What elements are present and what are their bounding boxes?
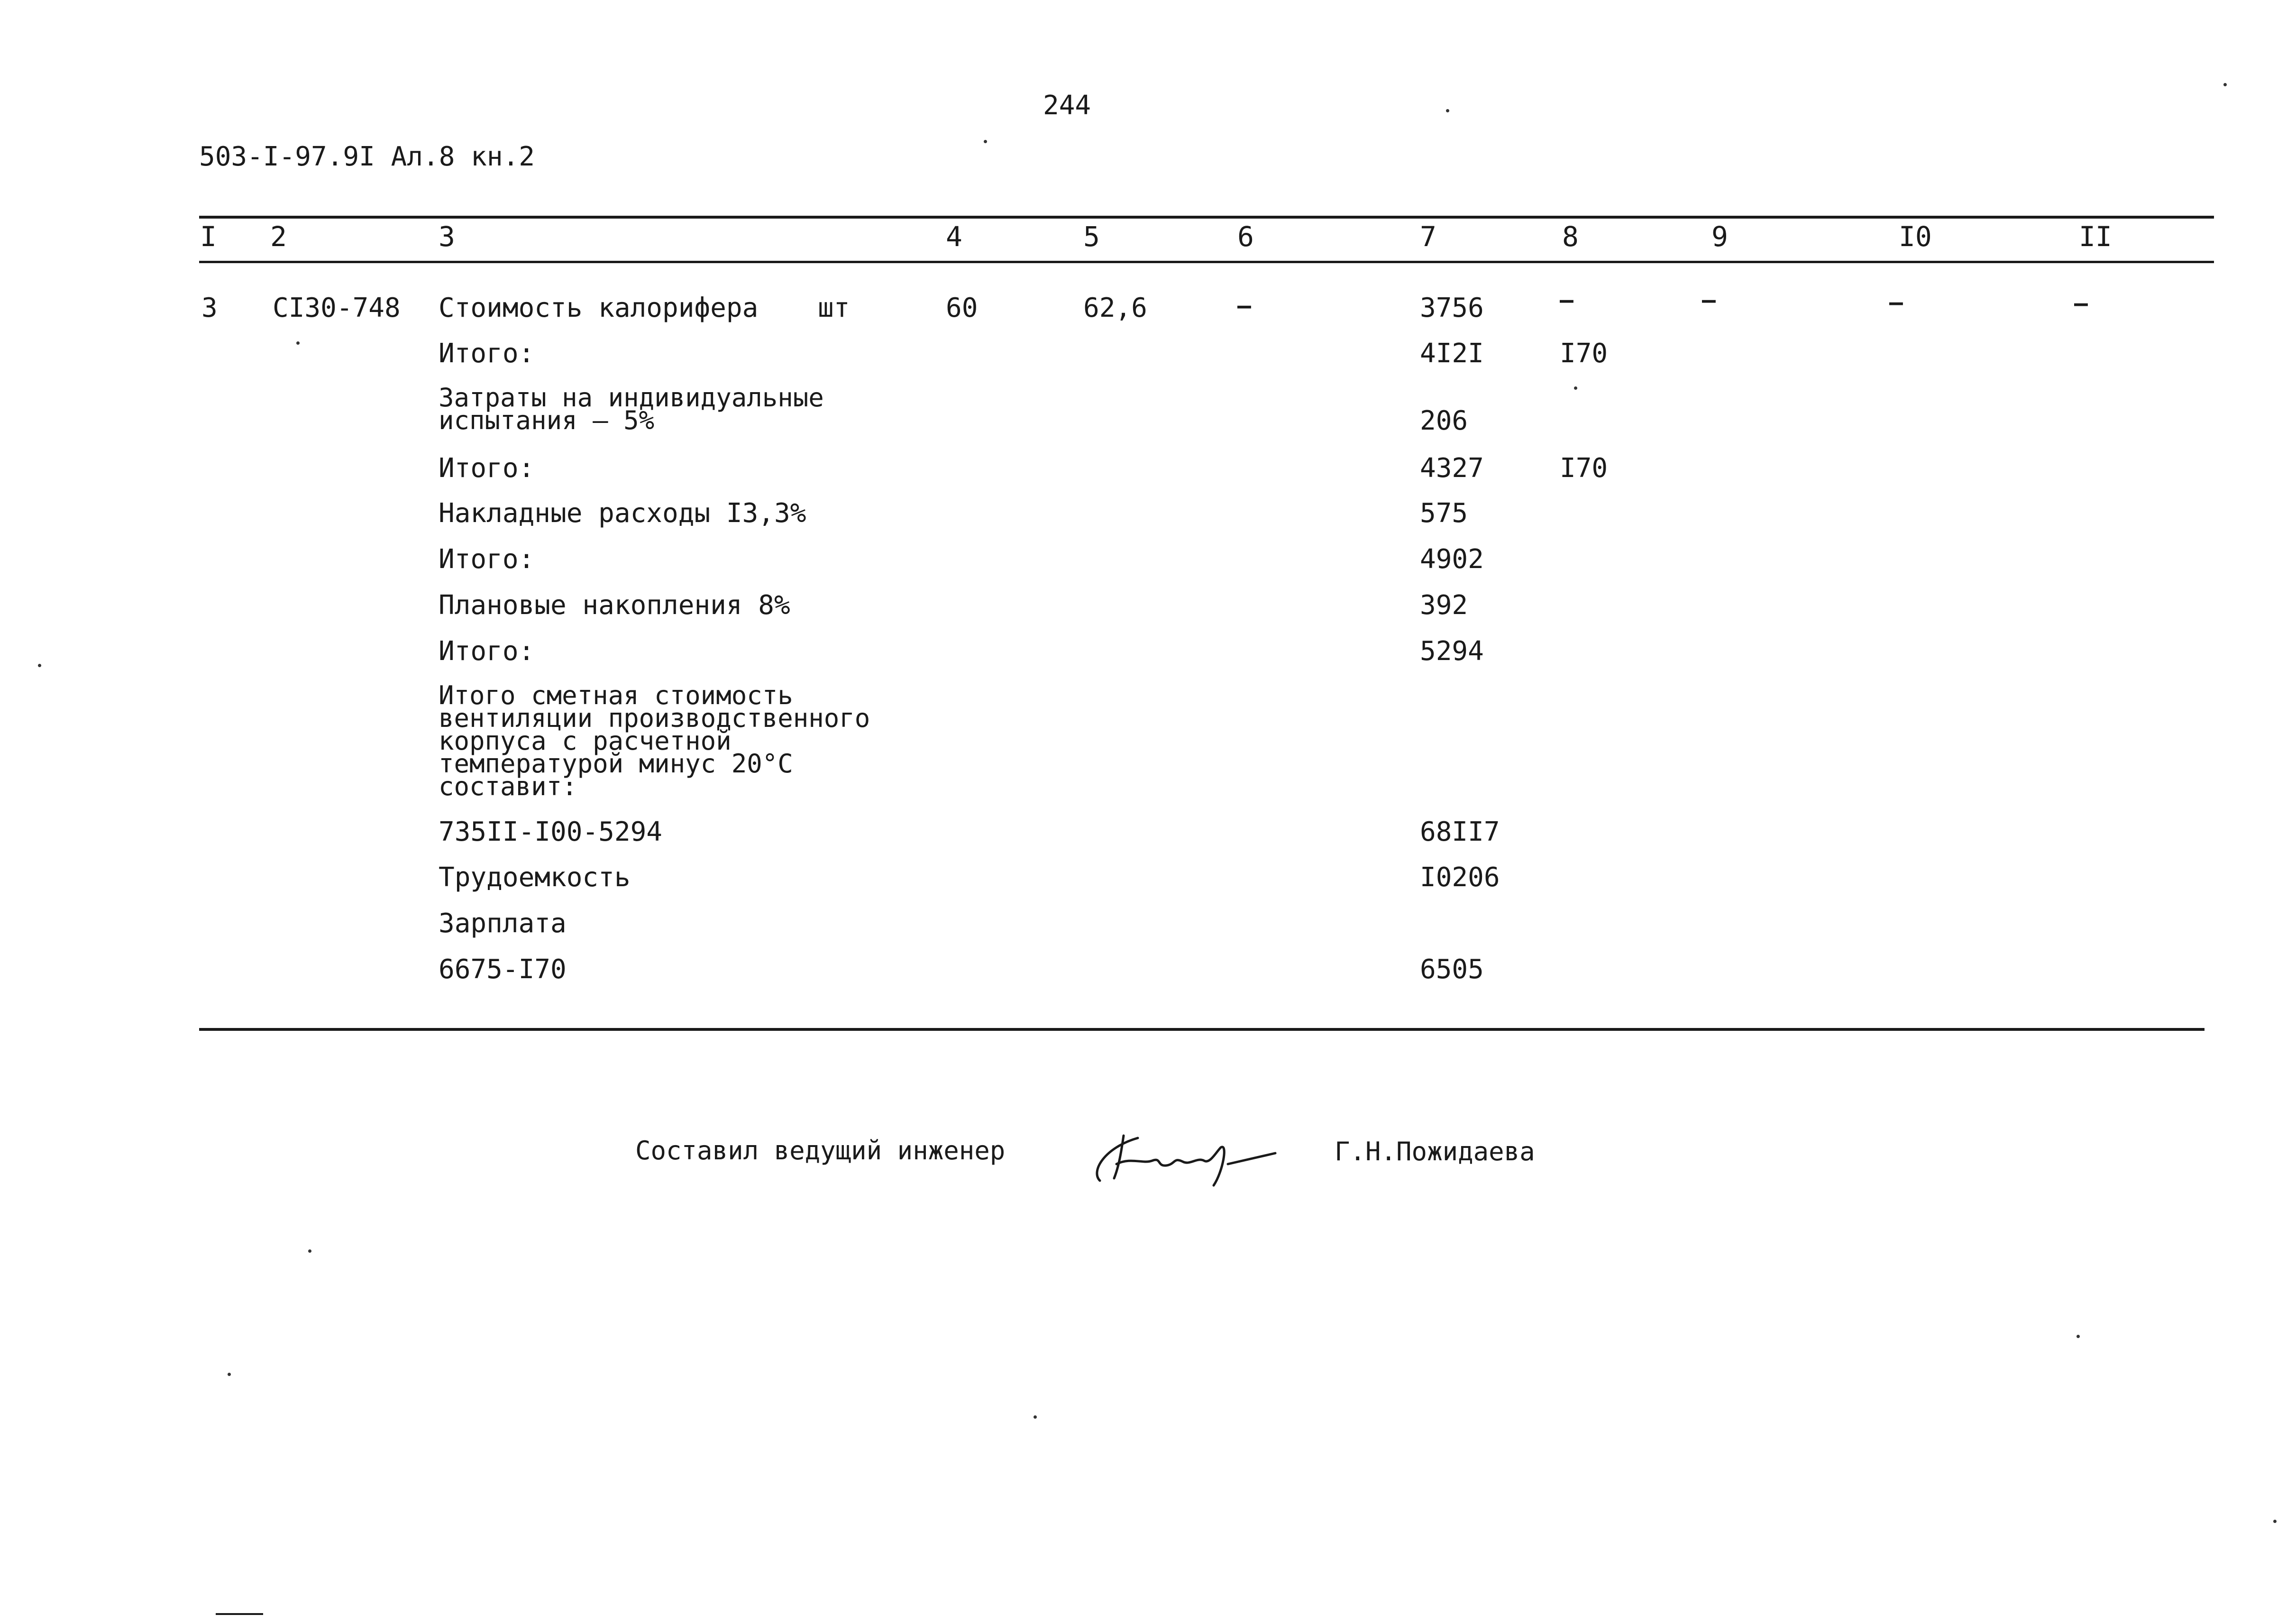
table-row-total: 392: [1420, 590, 1468, 621]
col-header-7: 7: [1420, 220, 1436, 253]
table-row-total: I0206: [1420, 862, 1500, 893]
scan-speck: [38, 664, 41, 667]
table-row-label: Плановые накопления 8%: [439, 590, 790, 621]
table-top-rule: [199, 216, 2214, 219]
table-row-label: Итого:: [439, 453, 535, 484]
col-header-8: 8: [1562, 220, 1579, 253]
table-row-total: 6505: [1420, 954, 1484, 985]
row-number: 3: [201, 293, 218, 323]
item-name: Стоимость калорифера: [439, 293, 759, 323]
item-unit: шт: [818, 293, 850, 323]
scan-speck: [1034, 1415, 1037, 1419]
col-header-1: I: [200, 220, 217, 253]
item-col11: –: [2074, 290, 2088, 317]
table-row-total: 4I2I: [1420, 338, 1484, 369]
document-code: 503-I-97.9I Ал.8 кн.2: [199, 141, 535, 172]
item-col8: –: [1560, 287, 1573, 313]
table-row-total: 575: [1420, 498, 1468, 529]
table-row-label: Итого:: [439, 544, 535, 575]
signer-name: Г.Н.Пожидаева: [1335, 1137, 1535, 1166]
scan-speck: [2223, 83, 2227, 86]
table-row-label: 735II-I00-5294: [439, 817, 663, 847]
page-number: 244: [1043, 90, 1091, 121]
col-header-11: II: [2079, 220, 2112, 253]
table-row-total: 4327: [1420, 453, 1484, 484]
scan-speck: [308, 1249, 311, 1253]
compiled-by-label: Составил ведущий инженер: [635, 1136, 1006, 1165]
item-price: 62,6: [1083, 293, 1147, 323]
table-row-label: Трудоемкость: [439, 862, 631, 893]
table-row-label: Итого сметная стоимость вентиляции производственного корпуса с расчетной температурой минус 20°С составит:: [439, 680, 870, 801]
table-row-label: Итого:: [439, 338, 535, 369]
table-row-col8: I70: [1560, 338, 1608, 369]
col-header-5: 5: [1083, 220, 1100, 253]
table-row-total: 206: [1420, 405, 1468, 436]
table-row-total: 5294: [1420, 636, 1484, 667]
item-col10: –: [1889, 289, 1903, 316]
table-row-label: Накладные расходы I3,3%: [439, 498, 806, 529]
header-bottom-rule: [199, 261, 2214, 263]
scan-speck: [2076, 1335, 2080, 1338]
scan-mark: [216, 1613, 263, 1615]
col-header-3: 3: [439, 220, 455, 253]
table-row-label: 6675-I70: [439, 954, 567, 985]
col-header-2: 2: [270, 220, 287, 253]
item-total: 3756: [1420, 293, 1484, 323]
item-quantity: 60: [946, 293, 978, 323]
handwritten-signature: [1086, 1119, 1308, 1195]
scan-speck: [228, 1373, 231, 1376]
col-header-10: I0: [1899, 220, 1932, 253]
table-row-total: 68II7: [1420, 817, 1500, 847]
scan-speck: [296, 341, 300, 345]
scan-speck: [1446, 109, 1449, 112]
table-row-label: Итого:: [439, 636, 535, 667]
scan-speck: [1574, 386, 1577, 390]
col-header-9: 9: [1711, 220, 1728, 253]
item-code: СI30-748: [273, 293, 401, 323]
table-bottom-rule: [199, 1028, 2205, 1031]
col-header-4: 4: [946, 220, 962, 253]
item-col9: –: [1702, 287, 1716, 313]
scan-speck: [984, 140, 987, 143]
table-row-col8: I70: [1560, 453, 1608, 484]
col-header-6: 6: [1237, 220, 1254, 253]
item-col6: –: [1237, 293, 1251, 319]
scan-speck: [2273, 1520, 2277, 1523]
table-row-label: Зарплата: [439, 908, 567, 939]
table-row-total: 4902: [1420, 544, 1484, 575]
table-row-label: Затраты на индивидуальные испытания – 5%: [439, 383, 824, 435]
